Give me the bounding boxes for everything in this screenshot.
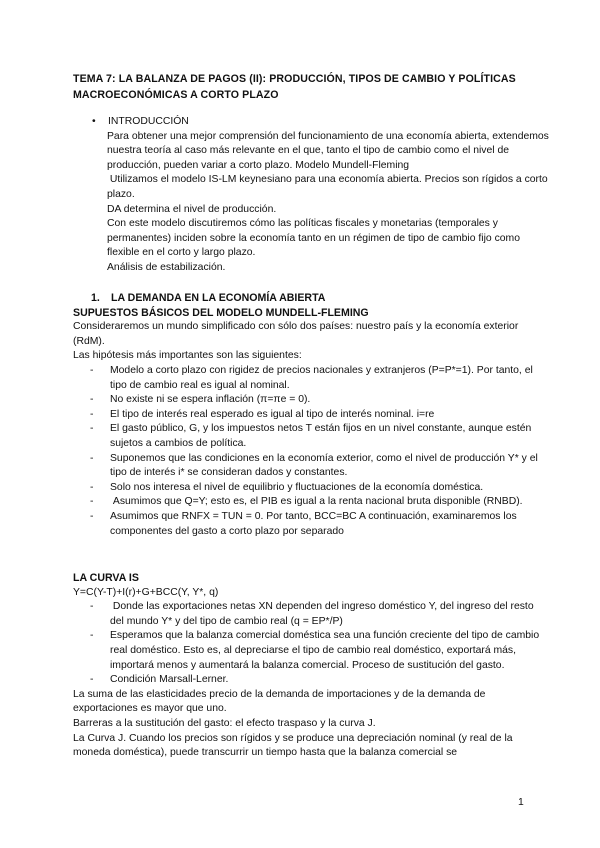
is-curve-list: [73, 600, 548, 688]
section-is-curve: [73, 571, 548, 761]
paragraph: Consideraremos un mundo simplificado con sólo dos países: nuestro país y la economía exterior (RdM).: [73, 321, 519, 347]
intro-line: Para obtener una mejor comprensión del funcionamiento de una economía abierta, extendemos nuestra teoría al caso más relevante en el que, tanto el tipo de cambio como el nivel de producción, pueden variar a corto plazo. Modelo Mundell-Fleming: [107, 130, 549, 171]
equation: Y=C(Y-T)+I(r)+G+BCC(Y, Y*, q): [73, 586, 219, 598]
intro-section: [92, 115, 552, 276]
section-subheading: SUPUESTOS BÁSICOS DEL MODELO MUNDELL-FLEMING: [73, 306, 369, 319]
list-item: - El tipo de interés real esperado es igual al tipo de interés nominal. i=re: [90, 408, 548, 423]
section-title: LA DEMANDA EN LA ECONOMÍA ABIERTA: [111, 292, 326, 304]
intro-heading: • INTRODUCCIÓN: [92, 115, 552, 130]
intro-line: DA determina el nivel de producción.: [107, 203, 277, 215]
paragraph: Las hipótesis más importantes son las siguientes:: [73, 350, 302, 362]
intro-line: Análisis de estabilización.: [107, 261, 226, 273]
list-item: - Solo nos interesa el nivel de equilibrio y fluctuaciones de la economía doméstica.: [90, 481, 548, 496]
list-item: - Suponemos que las condiciones en la economía exterior, como el nivel de producción Y* y el tipo de interés i* se consideran dados y constantes.: [90, 452, 548, 481]
list-item: - Asumimos que Q=Y; esto es, el PIB es igual a la renta nacional bruta disponible (RNBD).: [90, 495, 548, 510]
intro-line: Con este modelo discutiremos cómo las políticas fiscales y monetarias (temporales y permanentes) inciden sobre la economía tanto en un régimen de tipo de cambio fijo como flexible en el corto y largo plazo.: [107, 218, 520, 259]
list-item: - Donde las exportaciones netas XN dependen del ingreso doméstico Y, del ingreso del resto del mundo Y* y del tipo de cambio real (q = EP*/P): [90, 600, 548, 629]
list-item: - Modelo a corto plazo con rigidez de precios nacionales y extranjeros (P=P*=1). Por tanto, el tipo de cambio real es igual al nominal.: [90, 364, 548, 393]
section-heading: LA CURVA IS: [73, 572, 139, 584]
assumptions-list: [73, 364, 548, 539]
page-number: 1: [518, 797, 524, 808]
list-item: - Asumimos que RNFX = TUN = 0. Por tanto, BCC=BC A continuación, examinaremos los componentes del gasto a corto plazo por separado: [90, 510, 548, 539]
intro-line: Utilizamos el modelo IS-LM keynesiano para una economía abierta. Precios son rígidos a corto plazo.: [107, 174, 551, 200]
section-demand: [73, 291, 548, 539]
paragraph: La Curva J. Cuando los precios son rígidos y se produce una depreciación nominal (y real de la moneda doméstica), puede transcurrir un tiempo hasta que la balanza comercial se: [73, 732, 513, 759]
section-number: 1.: [91, 292, 100, 304]
list-item: - El gasto público, G, y los impuestos netos T están fijos en un nivel constante, aunque estén sujetos a cambios de política.: [90, 422, 548, 451]
list-item: - No existe ni se espera inflación (π=πe = 0).: [90, 393, 548, 408]
document-title: TEMA 7: LA BALANZA DE PAGOS (II): PRODUCCIÓN, TIPOS DE CAMBIO Y POLÍTICAS MACROECONÓMICAS A CORTO PLAZO: [73, 73, 516, 101]
section-heading: [73, 291, 548, 306]
list-item: - Condición Marsall-Lerner.: [90, 673, 548, 688]
list-item: - Esperamos que la balanza comercial doméstica sea una función creciente del tipo de cambio real doméstico. Esto es, al depreciarse el tipo de cambio real doméstico, exportará más, importará menos y aumentará la balanza comercial. Proceso de sustitución del gasto.: [90, 629, 548, 673]
intro-body: [92, 130, 552, 276]
paragraph: La suma de las elasticidades precio de la demanda de importaciones y de la demanda de exportaciones es mayor que uno.: [73, 688, 486, 715]
paragraph: Barreras a la sustitución del gasto: el efecto traspaso y la curva J.: [73, 717, 376, 729]
